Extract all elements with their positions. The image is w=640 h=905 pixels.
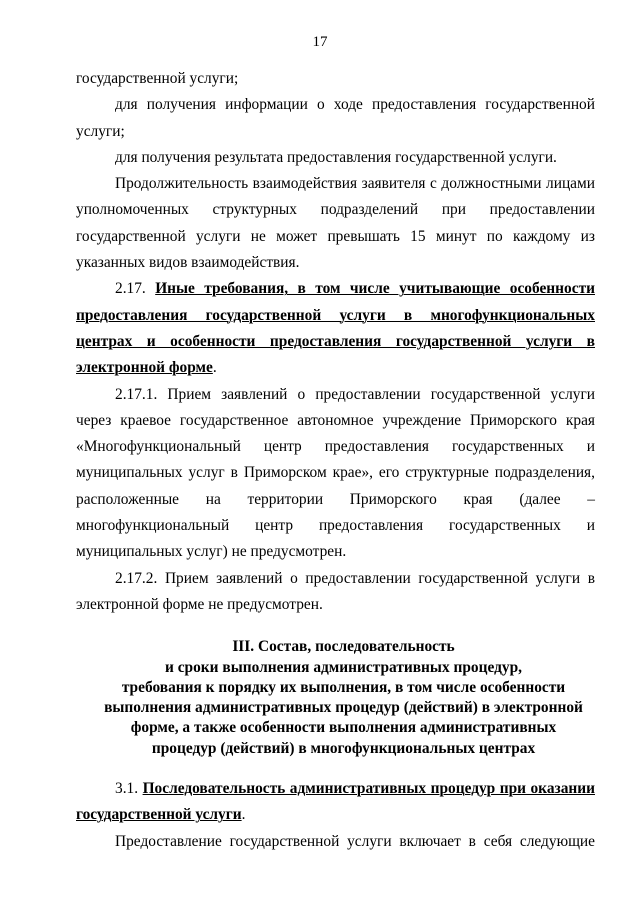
section-heading-line: форме, а также особенности выполнения административных — [130, 719, 557, 737]
clause-end: . — [241, 806, 246, 824]
section-3-1-paragraph — [76, 776, 595, 829]
section-heading-line: III. Состав, последовательность — [232, 638, 455, 656]
paragraph: Продолжительность взаимодействия заявителя с должностными лицами уполномоченных структурных подразделений при предоставлении государственной услуги не может превышать 15 минут по каждому из указанных видов взаимодействия. — [76, 175, 595, 272]
section-heading-line: требования к порядку их выполнения, в том числе особенности — [121, 678, 566, 696]
clause-number: 2.17. — [115, 280, 156, 298]
clause-number: 3.1. — [115, 780, 143, 798]
paragraph: для получения результата предоставления государственной услуги. — [115, 148, 557, 166]
section-heading-line: выполнения административных процедур (действий) в электронной — [104, 699, 583, 717]
section-heading-line: и сроки выполнения административных процедур, — [165, 658, 522, 676]
page-number: 17 — [312, 34, 328, 50]
paragraph: 2.17.1. Прием заявлений о предоставлении государственной услуги через краевое государственное автономное учреждение Приморского края «Многофункциональный центр предоставления государственных и муниципальных услуг в Приморском крае», его структурные подразделения, расположенные на территории Приморского края (далее – многофункциональный центр предоставления государственных и муниципальных услуг) не предусмотрен. — [76, 385, 595, 561]
paragraph: 2.17.2. Прием заявлений о предоставлении государственной услуги в электронной форме не предусмотрен. — [76, 569, 595, 613]
document-body — [76, 66, 595, 855]
section-2-17-paragraph — [76, 276, 595, 381]
paragraph: Предоставление государственной услуги включает в себя следующие — [115, 832, 595, 850]
clause-title: Иные требования, в том числе учитывающие особенности предоставления государственной услуги в многофункциональных центрах и особенности предоставления государственной услуги в электронной форме — [76, 280, 595, 377]
paragraph: государственной услуги; — [76, 70, 239, 87]
section-heading — [76, 637, 595, 759]
clause-title: Последовательность административных процедур при оказании государственной услуги — [76, 780, 595, 824]
clause-end: . — [212, 359, 217, 377]
paragraph: для получения информации о ходе предоставления государственной услуги; — [76, 96, 595, 140]
section-heading-line: процедур (действий) в многофункциональных центрах — [151, 739, 536, 757]
